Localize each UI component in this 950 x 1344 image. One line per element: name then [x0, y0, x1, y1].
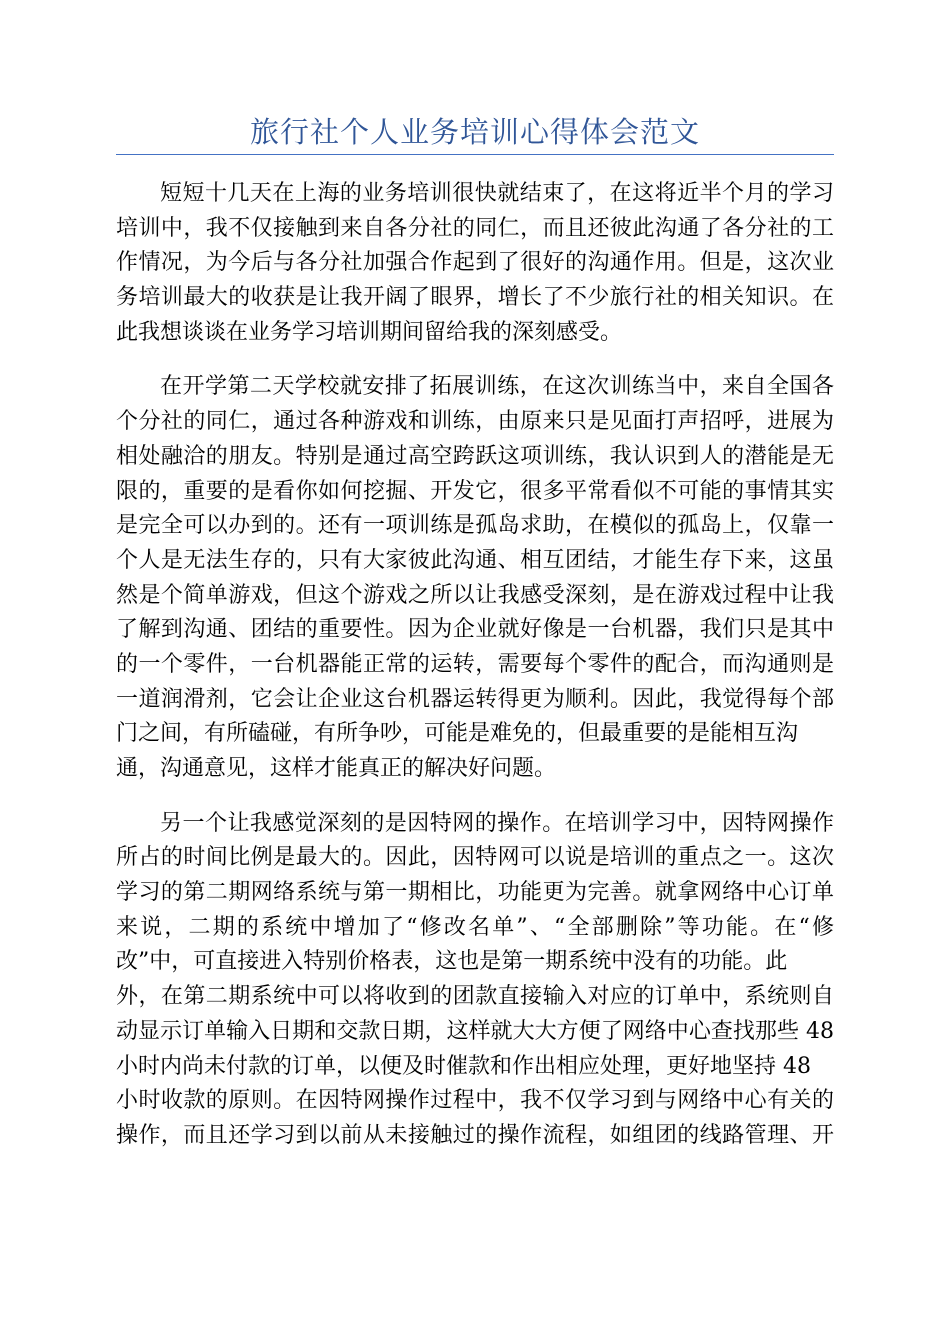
- text-line: 了解到沟通、团结的重要性。因为企业就好像是一台机器，我们只是其中: [116, 617, 834, 643]
- paragraph-2: [116, 370, 834, 786]
- text-line: 然是个简单游戏，但这个游戏之所以让我感受深刻，是在游戏过程中让我: [116, 582, 834, 608]
- title-underline: [116, 154, 834, 155]
- text-line: 动显示订单输入日期和交款日期，这样就大大方便了网络中心查找那些 48: [116, 1018, 834, 1044]
- text-line: 改”中，可直接进入特别价格表，这也是第一期系统中没有的功能。此: [116, 949, 788, 975]
- text-line: 在开学第二天学校就安排了拓展训练，在这次训练当中，来自全国各: [160, 374, 834, 400]
- text-line: 小时收款的原则。在因特网操作过程中，我不仅学习到与网络中心有关的: [116, 1088, 834, 1114]
- text-line: 外，在第二期系统中可以将收到的团款直接输入对应的订单中，系统则自: [116, 984, 834, 1010]
- text-line: 限的，重要的是看你如何挖掘、开发它，很多平常看似不可能的事情其实: [116, 478, 834, 504]
- text-line: 务培训最大的收获是让我开阔了眼界，增长了不少旅行社的相关知识。在: [116, 285, 834, 311]
- text-line: 个人是无法生存的，只有大家彼此沟通、相互团结，才能生存下来，这虽: [116, 547, 834, 573]
- text-line: 所占的时间比例是最大的。因此，因特网可以说是培训的重点之一。这次: [116, 845, 834, 871]
- document-body: [116, 177, 834, 1174]
- text-line: 作情况，为今后与各分社加强合作起到了很好的沟通作用。但是，这次业: [116, 250, 834, 276]
- text-line: 培训中，我不仅接触到来自各分社的同仁，而且还彼此沟通了各分社的工: [116, 215, 834, 241]
- document-title: 旅行社个人业务培训心得体会范文: [249, 115, 700, 149]
- paragraph-1: [116, 177, 834, 350]
- text-line: 个分社的同仁，通过各种游戏和训练，由原来只是见面打声招呼，进展为: [116, 409, 834, 435]
- paragraph-3: [116, 807, 834, 1154]
- text-line: 操作，而且还学习到以前从未接触过的操作流程，如组团的线路管理、开: [116, 1122, 834, 1148]
- text-line: 此我想谈谈在业务学习培训期间留给我的深刻感受。: [116, 319, 623, 345]
- text-line: 学习的第二期网络系统与第一期相比，功能更为完善。就拿网络中心订单: [116, 880, 834, 906]
- text-line: 门之间，有所磕碰，有所争吵，可能是难免的，但最重要的是能相互沟: [116, 721, 799, 747]
- text-line: 另一个让我感觉深刻的是因特网的操作。在培训学习中，因特网操作: [160, 810, 834, 836]
- text-line: 来说，二期的系统中增加了“修改名单”、“全部删除”等功能。在“修: [116, 914, 834, 940]
- text-line: 一道润滑剂，它会让企业这台机器运转得更为顺利。因此，我觉得每个部: [116, 686, 834, 712]
- text-line: 通，沟通意见，这样才能真正的解决好问题。: [116, 756, 557, 781]
- text-line: 是完全可以办到的。还有一项训练是孤岛求助，在模似的孤岛上，仅靠一: [116, 513, 834, 539]
- text-line: 相处融洽的朋友。特别是通过高空跨跃这项训练，我认识到人的潜能是无: [116, 443, 834, 469]
- text-line: 短短十几天在上海的业务培训很快就结束了，在这将近半个月的学习: [160, 181, 834, 206]
- text-line: 的一个零件，一台机器能正常的运转，需要每个零件的配合，而沟通则是: [116, 651, 834, 677]
- text-line: 小时内尚未付款的订单，以便及时催款和作出相应处理，更好地坚持 48: [116, 1053, 811, 1079]
